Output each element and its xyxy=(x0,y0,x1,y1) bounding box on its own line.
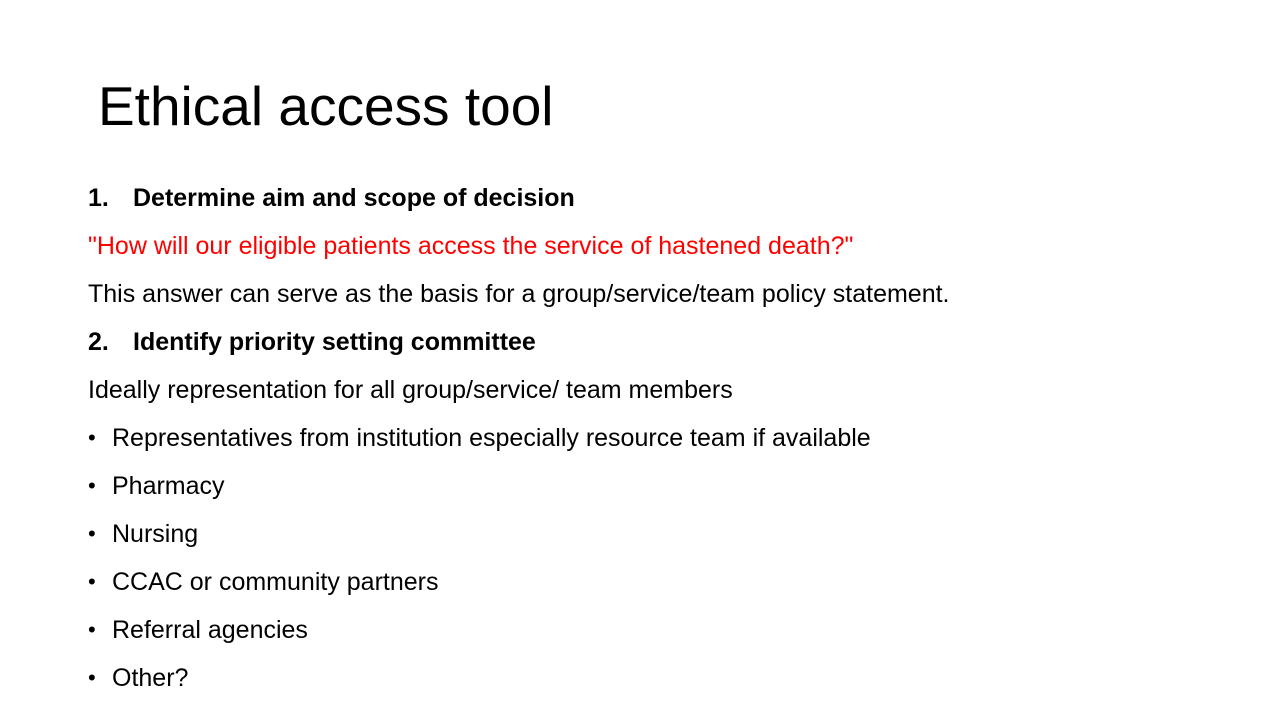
step-1 xyxy=(88,174,1238,222)
list-item-text: Representatives from institution especially resource team if available xyxy=(112,424,871,452)
slide-title: Ethical access tool xyxy=(98,75,554,137)
list-item xyxy=(88,558,1238,606)
guiding-question: "How will our eligible patients access the service of hastened death?" xyxy=(88,232,854,260)
list-item xyxy=(88,414,1238,462)
bullet-icon: • xyxy=(88,569,96,594)
list-item-text: Nursing xyxy=(112,520,199,548)
bullet-icon: • xyxy=(88,617,96,642)
list-item-text: Referral agencies xyxy=(112,616,308,644)
list-item xyxy=(88,462,1238,510)
bullet-icon: • xyxy=(88,425,96,450)
step-1-heading: Determine aim and scope of decision xyxy=(133,184,575,212)
bullet-icon: • xyxy=(88,665,96,690)
step-2 xyxy=(88,318,1238,366)
list-item-text: Pharmacy xyxy=(112,472,225,500)
step-2-number: 2. xyxy=(88,328,109,356)
policy-statement-note: This answer can serve as the basis for a group/service/team policy statement. xyxy=(88,280,950,308)
list-item-text: Other? xyxy=(112,664,189,692)
bullet-icon: • xyxy=(88,521,96,546)
list-item xyxy=(88,510,1238,558)
list-item xyxy=(88,654,1238,702)
step-2-heading: Identify priority setting committee xyxy=(133,328,536,356)
representation-note: Ideally representation for all group/service/ team members xyxy=(88,376,733,404)
slide-body xyxy=(88,174,1238,702)
list-item xyxy=(88,606,1238,654)
list-item-text: CCAC or community partners xyxy=(112,568,439,596)
step-1-number: 1. xyxy=(88,184,109,212)
bullet-icon: • xyxy=(88,473,96,498)
